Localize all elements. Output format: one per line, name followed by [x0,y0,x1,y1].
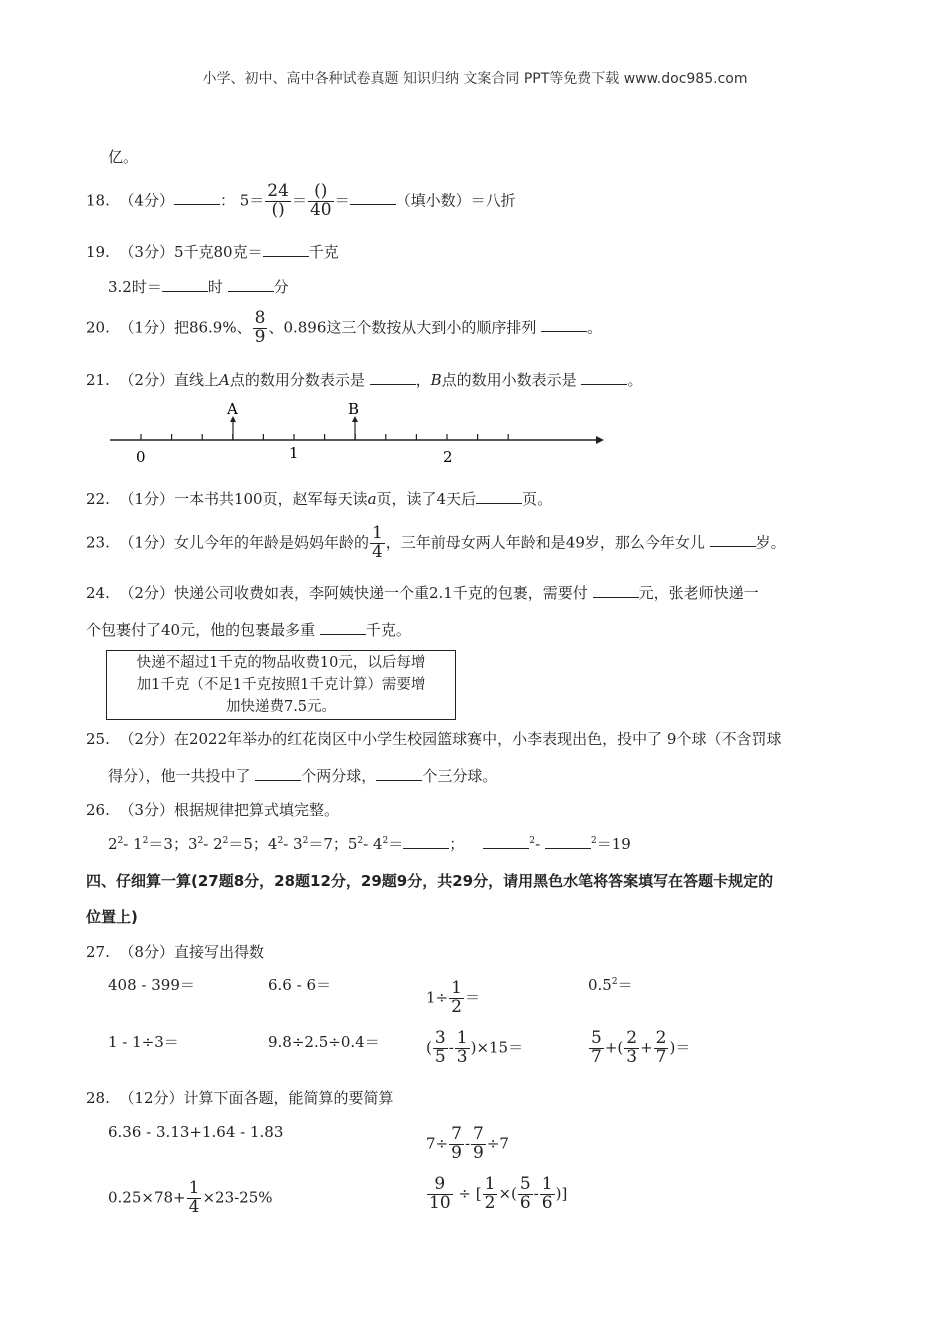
expr: 根据规律把算式填完整。 [173,801,339,819]
question-score: （4分） [119,191,174,210]
answer-blank[interactable] [581,370,627,385]
expr: 快递公司收费如表，李阿姨快递一个重2.1千克的包裹，需要付 [173,584,588,602]
expr: +( [604,1038,624,1057]
expr: 岁。 [755,533,786,552]
expr: 、0.896这三个数按从大到小的顺序排列 [268,318,537,337]
unit: 时 [207,278,223,296]
expr: - 4 [363,835,383,853]
fraction [265,183,291,220]
axis-label-2: 2 [443,448,453,466]
expr: ＝7；5 [308,835,358,853]
numerator: 8 [254,308,266,328]
calc-7-div [426,1126,509,1163]
question-number: 24. [86,584,110,602]
answer-blank[interactable] [541,317,587,332]
expr: + [640,1038,653,1057]
expr: ×( [498,1184,517,1203]
calc-1-div-half [426,980,480,1017]
answer-blank[interactable] [403,834,449,849]
exponent: 2 [529,836,536,846]
expr: 页，读了4天后 [376,490,477,508]
question-number: 22. [86,490,110,508]
calc-408: 408 - 399＝ [108,976,195,994]
numerator: 1 [451,978,462,998]
fraction [624,1030,639,1067]
expr: ＝19 [596,835,631,853]
continuation-text: 亿。 [108,148,139,166]
expr: ＝ [388,835,404,853]
expr: 在2022年举办的红花岗区中小学生校园篮球赛中，小李表现出色，投中了 9个球（不含罚球 [173,730,782,748]
question-20 [86,310,602,347]
answer-blank[interactable] [350,190,396,205]
question-number: 23. [86,533,110,552]
axis-label-0: 0 [136,448,146,466]
question-number: 18. [86,191,110,210]
fee-table-box [106,650,456,720]
fraction [253,310,268,347]
expr: 直线上 [173,371,219,389]
fraction [449,1126,464,1163]
answer-blank[interactable] [593,583,639,598]
question-18 [86,183,516,220]
numerator: 5 [591,1028,602,1048]
numerator: 1 [484,1174,496,1194]
expr: - 3 [283,835,303,853]
numerator: 7 [451,1124,462,1144]
numerator: 1 [371,523,383,543]
numerator: 2 [626,1028,638,1048]
exponent: 2 [611,977,618,987]
axis-label-1: 1 [289,444,299,462]
denominator: 40 [309,199,332,220]
question-26-sequence [108,833,631,854]
answer-blank[interactable] [320,620,366,635]
fraction [654,1030,669,1067]
question-score: （3分） [119,801,174,819]
question-score: （1分） [119,490,174,508]
expr: )×15＝ [470,1038,524,1057]
fraction [449,980,464,1017]
point-b-label: B [348,400,360,418]
denominator: 7 [655,1046,667,1067]
calc-0-5-squared [588,974,633,995]
expr: ＝5；4 [228,835,278,853]
fee-line: 加1千克（不足1千克按照1千克计算）需要增 [136,677,426,693]
expr: ＝ [334,191,350,210]
numerator: 9 [427,1176,453,1195]
question-score: （8分） [119,943,174,961]
question-number: 19. [86,243,110,261]
expr: （填小数）＝八折 [395,191,516,210]
expr: 个两分球， [301,767,377,785]
question-number: 21. [86,371,110,389]
fraction [455,1030,470,1067]
exponent: 2 [277,836,284,846]
fraction [370,525,385,562]
point-label: B [430,371,442,389]
question-19 [86,241,339,262]
question-number: 26. [86,801,110,819]
fee-line: 快递不超过1千克的物品收费10元，以后每增 [136,655,426,671]
question-number: 25. [86,730,110,748]
expr: 0.25×78+ [108,1188,186,1207]
expr: ×23-25% [202,1188,273,1207]
expr: 直接写出得数 [173,943,264,961]
numerator: 3 [434,1028,446,1048]
point-a-label: A [227,400,238,418]
exponent: 2 [197,836,204,846]
expr: 。 [627,371,643,389]
numerator: 1 [541,1174,553,1194]
expr: 7÷ [426,1134,449,1153]
question-score: （2分） [119,730,174,748]
expr: 2 [108,835,118,853]
question-score: （2分） [119,584,174,602]
section-heading: 四、仔细算一算(27题8分，28题12分，29题9分，共29分，请用黑色水笔将答案填写在答题卡规定的 [86,872,774,890]
page-header: 小学、初中、高中各种试卷真题 知识归纳 文案合同 PPT等免费下载 www.doc985.com [202,71,748,87]
exponent: 2 [222,836,229,846]
answer-blank[interactable] [370,370,416,385]
expr: 点的数用小数表示是 [441,371,577,389]
expr: ； [449,835,465,853]
question-21 [86,369,642,390]
fraction [308,183,334,220]
expr: - [533,1184,539,1203]
answer-blank[interactable] [710,532,756,547]
calc-fraction-sum [588,1030,690,1067]
expr: )] [555,1184,568,1203]
expr: 点的数用分数表示是 [229,371,365,389]
question-19-b [108,276,289,297]
question-25 [86,728,781,749]
fraction [471,1126,486,1163]
expr: 5千克80克＝ [173,243,263,261]
unit: 分 [273,278,289,296]
numerator: 7 [473,1124,484,1144]
denominator: 2 [451,996,462,1017]
expr: ( [426,1038,432,1057]
expr: 女儿今年的年龄是妈妈年龄的 [173,533,369,552]
numerator: 5 [519,1174,531,1194]
calc-9-10 [426,1176,567,1213]
number-line [106,398,606,468]
answer-blank[interactable] [162,277,208,292]
answer-blank[interactable] [545,834,591,849]
fee-line: 加快递费7.5元。 [225,699,337,715]
expr: 页。 [522,490,553,508]
question-25-b [108,765,497,786]
answer-blank[interactable] [228,277,274,292]
denominator: 9 [473,1142,484,1163]
fraction [518,1176,533,1213]
expr: 3.2时＝ [108,278,162,296]
answer-blank[interactable] [376,766,422,781]
expr: 0.5 [588,976,612,994]
denominator: 3 [626,1046,638,1067]
calc-0-25 [108,1180,273,1217]
exponent: 2 [117,836,124,846]
expr: ＝ [617,976,633,994]
point-label: A [218,371,230,389]
question-28 [86,1087,394,1108]
exponent: 2 [142,836,149,846]
expr: 把86.9%、 [173,318,252,337]
question-22 [86,488,552,509]
expr: ，三年前母女两人年龄和是49岁，那么今年女儿 [385,533,705,552]
question-27 [86,941,264,962]
expr: 1÷ [426,988,449,1007]
denominator: 3 [456,1046,468,1067]
calc-6-36: 6.36 - 3.13+1.64 - 1.83 [108,1123,284,1141]
numerator: 24 [267,181,289,201]
denominator: 4 [371,541,383,562]
expr: - [535,835,541,853]
expr: ÷ [ [458,1184,482,1203]
answer-blank[interactable] [483,834,529,849]
numerator: 1 [188,1178,200,1198]
question-number: 20. [86,318,110,337]
expr: 。 [587,318,603,337]
expr: ， [415,371,431,389]
expr: 5＝ [239,191,265,210]
numerator: () [308,183,334,202]
expr: 个三分球。 [422,767,498,785]
answer-blank[interactable] [174,190,220,205]
expr: ＝3；3 [148,835,198,853]
numerator: 2 [655,1028,667,1048]
expr: 一本书共100页，赵军每天读 [173,490,368,508]
denominator: 6 [541,1192,553,1213]
expr: ÷7 [486,1134,509,1153]
expr: - [448,1038,454,1057]
denominator: 9 [451,1142,462,1163]
calc-6-6: 6.6 - 6＝ [268,976,332,994]
question-26 [86,799,339,820]
arrow-icon [596,436,604,444]
expr: 个包裹付了40元，他的包裹最多重 [86,621,316,639]
answer-blank[interactable] [263,242,309,257]
denominator: 9 [254,326,266,347]
denominator: 6 [519,1192,531,1213]
question-23 [86,525,786,562]
fraction [589,1030,604,1067]
question-number: 27. [86,943,110,961]
section-heading-cont: 位置上) [86,908,138,926]
fraction [540,1176,555,1213]
expr: - 1 [123,835,143,853]
fraction [427,1176,453,1213]
variable: a [367,490,377,508]
expr: - [464,1134,471,1153]
calc-fraction-times-15 [426,1030,523,1067]
numerator: 1 [456,1028,468,1048]
expr: 得分），他一共投中了 [108,767,251,785]
question-score: （2分） [119,371,174,389]
calc-1-minus: 1 - 1÷3＝ [108,1033,179,1051]
question-number: 28. [86,1089,110,1107]
expr: ＝ [291,191,307,210]
answer-blank[interactable] [255,766,301,781]
denominator: 2 [484,1192,496,1213]
question-score: （1分） [119,318,174,337]
denominator: 5 [434,1046,446,1067]
expr: 计算下面各题，能简算的要简算 [183,1089,394,1107]
exponent: 2 [382,836,389,846]
question-score: （12分） [119,1089,184,1107]
exponent: 2 [302,836,309,846]
question-24 [86,582,759,603]
answer-blank[interactable] [476,489,522,504]
expr: 元，张老师快递一 [638,584,759,602]
denominator: () [271,199,285,220]
unit: 千克 [308,243,339,261]
expr: )＝ [669,1038,691,1057]
fraction [483,1176,498,1213]
fraction [433,1030,448,1067]
expr: ＝ [464,988,480,1007]
number-line-ticks [141,434,508,440]
denominator: 10 [429,1192,451,1213]
exponent: 2 [357,836,364,846]
question-score: （1分） [119,533,174,552]
calc-9-8: 9.8÷2.5÷0.4＝ [268,1033,380,1051]
question-score: （3分） [119,243,174,261]
denominator: 4 [188,1196,200,1217]
expr: - 2 [203,835,223,853]
denominator: 7 [591,1046,602,1067]
expr: 千克。 [365,621,411,639]
question-24-b [86,619,411,640]
colon: ： [219,191,235,210]
fraction [187,1180,202,1217]
exponent: 2 [590,836,597,846]
